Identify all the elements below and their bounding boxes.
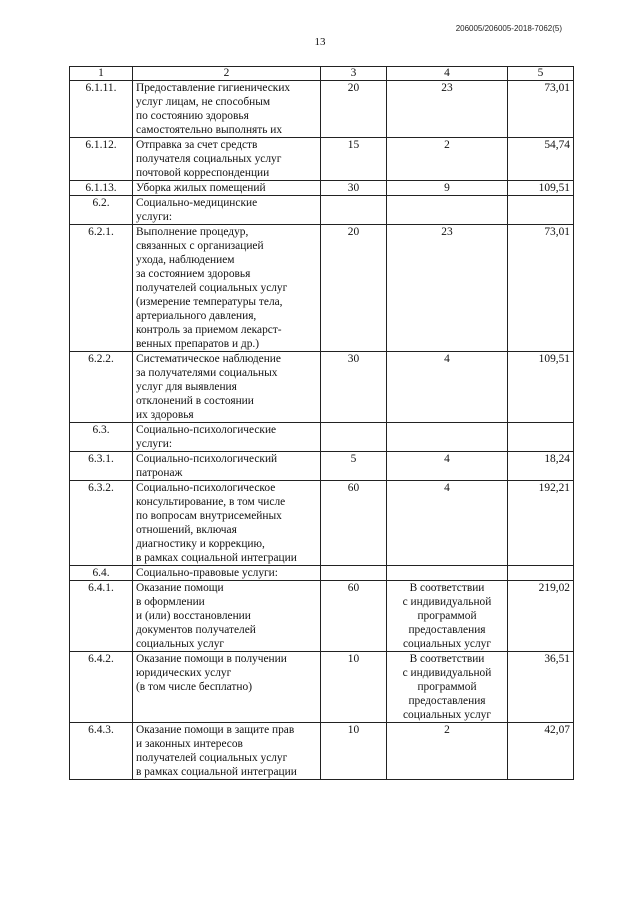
column-3-value: 60 [347,482,360,494]
table-row [70,481,574,566]
service-name-line: получателей социальных услуг [136,282,288,294]
column-3-cell [321,723,387,780]
row-number-cell [70,581,133,652]
column-4-line: социальных услуг [402,709,492,721]
column-4-line: В соответствии [409,653,485,665]
column-3-value: 5 [350,453,357,465]
service-name-cell [133,181,321,196]
column-4-line: 9 [444,182,450,194]
row-number-cell [70,566,133,581]
service-name-line: юридических услуг [136,667,232,679]
row-number-cell [70,723,133,780]
table-row [70,138,574,181]
column-5-cell [508,652,574,723]
column-5-value: 219,02 [538,582,570,594]
service-name-line: услуг лицам, не способным [136,96,271,108]
service-name-cell [133,581,321,652]
service-name-cell [133,225,321,352]
service-name-line: Выполнение процедур, [136,226,249,238]
column-header: 2 [133,67,321,81]
column-5-value: 36,51 [544,653,570,665]
column-3-cell [321,196,387,225]
service-name-line: социальных услуг [136,638,225,650]
service-name-line: Социально-медицинские [136,197,258,209]
service-name-cell [133,566,321,581]
service-name-line: Оказание помощи в получении [136,653,287,665]
row-number: 6.3.2. [88,482,114,494]
service-name-line: по состоянию здоровья [136,110,249,122]
table-row [70,581,574,652]
column-4-cell [387,723,508,780]
service-name-line: услуг для выявления [136,381,237,393]
column-5-cell [508,723,574,780]
column-3-cell [321,481,387,566]
row-number: 6.4.2. [88,653,114,665]
column-4-cell [387,423,508,452]
column-header: 5 [508,67,574,81]
table-row [70,181,574,196]
column-3-value: 30 [347,182,360,194]
table-row [70,452,574,481]
service-name-line: Систематическое наблюдение [136,353,281,365]
column-4-line: 4 [444,353,450,365]
column-3-value: 20 [347,82,360,94]
service-name-line: артериального давления, [136,310,257,322]
service-name-line: Оказание помощи в защите прав [136,724,295,736]
row-number: 6.1.12. [85,139,117,151]
service-name-line: и законных интересов [136,738,243,750]
row-number-cell [70,196,133,225]
service-name-line: по вопросам внутрисемейных [136,510,282,522]
column-4-line: программой [417,681,477,693]
service-name-line: документов получателей [136,624,256,636]
row-number: 6.2. [92,197,110,209]
service-name-cell [133,138,321,181]
column-4-cell [387,138,508,181]
column-4-line: с индивидуальной [402,667,492,679]
services-table [69,66,574,780]
service-name-line: самостоятельно выполнять их [136,124,283,136]
service-name-line: Уборка жилых помещений [136,182,266,194]
column-5-value: 109,51 [538,182,570,194]
service-name-line: ухода, наблюдением [136,254,235,266]
service-name-line: за состоянием здоровья [136,268,251,280]
service-name-cell [133,481,321,566]
row-number: 6.2.2. [88,353,114,365]
column-5-value: 42,07 [544,724,570,736]
row-number-cell [70,423,133,452]
service-name-cell [133,723,321,780]
column-4-cell [387,581,508,652]
column-5-value: 73,01 [544,226,570,238]
column-4-line: 2 [444,139,450,151]
service-name-cell [133,423,321,452]
service-name-line: в рамках социальной интеграции [136,766,297,778]
service-name-line: Социально-психологический [136,453,278,465]
table-row [70,566,574,581]
column-4-line: социальных услуг [402,638,492,650]
service-name-line: в оформлении [136,596,205,608]
row-number: 6.1.11. [85,82,117,94]
column-3-cell [321,423,387,452]
table-body [70,81,574,780]
row-number-cell [70,481,133,566]
column-4-line: 4 [444,453,450,465]
column-5-value: 18,24 [544,453,570,465]
service-name-line: их здоровья [136,409,194,421]
column-4-line: В соответствии [409,582,485,594]
column-4-cell [387,196,508,225]
column-3-value: 15 [347,139,360,151]
service-name-cell [133,452,321,481]
page-number: 13 [314,36,326,48]
service-name-cell [133,196,321,225]
document-code: 206005/206005-2018-7062(5) [455,24,562,33]
table-row [70,196,574,225]
service-name-line: и (или) восстановлении [136,610,251,622]
column-4-line: с индивидуальной [402,596,492,608]
row-number-cell [70,181,133,196]
column-4-cell [387,481,508,566]
service-name-line: Предоставление гигиенических [136,82,291,94]
column-5-value: 109,51 [538,353,570,365]
table-header-row [70,67,574,81]
service-name-line: Социально-психологическое [136,482,276,494]
column-3-cell [321,181,387,196]
row-number-cell [70,225,133,352]
column-3-value: 60 [347,582,360,594]
service-name-line: за получателями социальных [136,367,278,379]
service-name-line: услуги: [136,211,173,223]
service-name-line: отношений, включая [136,524,237,536]
column-4-cell [387,181,508,196]
column-3-value: 30 [347,353,360,365]
row-number: 6.2.1. [88,226,114,238]
column-4-line: 23 [441,82,453,94]
service-name-line: диагностику и коррекцию, [136,538,265,550]
service-name-line: венных препаратов и др.) [136,338,260,350]
table-row [70,81,574,138]
row-number-cell [70,352,133,423]
column-3-cell [321,581,387,652]
column-3-cell [321,225,387,352]
column-5-cell [508,566,574,581]
row-number: 6.4.1. [88,582,114,594]
column-header: 3 [321,67,387,81]
column-header: 4 [387,67,508,81]
row-number: 6.1.13. [85,182,117,194]
column-4-cell [387,81,508,138]
service-name-line: отклонений в состоянии [136,395,254,407]
service-name-line: в рамках социальной интеграции [136,552,297,564]
service-name-line: (в том числе бесплатно) [136,681,252,693]
row-number: 6.3.1. [88,453,114,465]
column-5-cell [508,225,574,352]
service-name-line: Оказание помощи [136,582,224,594]
column-3-cell [321,138,387,181]
column-4-line: предоставления [408,695,486,707]
service-name-line: услуги: [136,438,173,450]
column-4-cell [387,225,508,352]
column-3-cell [321,81,387,138]
service-name-line: Социально-психологические [136,424,277,436]
service-name-line: связанных с организацией [136,240,264,252]
row-number: 6.3. [92,424,110,436]
column-5-cell [508,452,574,481]
service-name-cell [133,81,321,138]
column-3-cell [321,352,387,423]
column-4-cell [387,652,508,723]
column-3-cell [321,452,387,481]
row-number-cell [70,81,133,138]
column-5-cell [508,423,574,452]
column-5-cell [508,138,574,181]
table-row [70,423,574,452]
column-5-cell [508,481,574,566]
column-4-line: предоставления [408,624,486,636]
column-3-value: 10 [347,653,360,665]
service-name-line: консультирование, в том числе [136,496,286,508]
service-name-line: получателя социальных услуг [136,153,282,165]
column-4-line: 2 [444,724,450,736]
service-name-line: почтовой корреспонденции [136,167,270,179]
table-row [70,652,574,723]
row-number: 6.4.3. [88,724,114,736]
column-3-cell [321,566,387,581]
column-5-value: 54,74 [544,139,570,151]
row-number-cell [70,138,133,181]
row-number-cell [70,652,133,723]
row-number: 6.4. [92,567,110,579]
service-name-line: (измерение температуры тела, [136,296,283,308]
column-3-value: 10 [347,724,360,736]
column-4-cell [387,452,508,481]
column-5-cell [508,181,574,196]
service-name-line: получателей социальных услуг [136,752,288,764]
column-5-value: 192,21 [538,482,570,494]
table-row [70,723,574,780]
service-name-line: Социально-правовые услуги: [136,567,278,579]
service-name-line: контроль за приемом лекарст- [136,324,282,336]
table-row [70,352,574,423]
column-header: 1 [70,67,133,81]
column-4-line: программой [417,610,477,622]
column-3-cell [321,652,387,723]
column-4-cell [387,352,508,423]
column-3-value: 20 [347,226,360,238]
column-4-line: 4 [444,482,450,494]
column-4-line: 23 [441,226,453,238]
column-5-cell [508,196,574,225]
row-number-cell [70,452,133,481]
column-4-cell [387,566,508,581]
service-name-line: Отправка за счет средств [136,139,258,151]
service-name-cell [133,352,321,423]
service-name-cell [133,652,321,723]
column-5-cell [508,81,574,138]
column-5-value: 73,01 [544,82,570,94]
table-row [70,225,574,352]
service-name-line: патронаж [136,467,183,479]
column-5-cell [508,581,574,652]
column-5-cell [508,352,574,423]
